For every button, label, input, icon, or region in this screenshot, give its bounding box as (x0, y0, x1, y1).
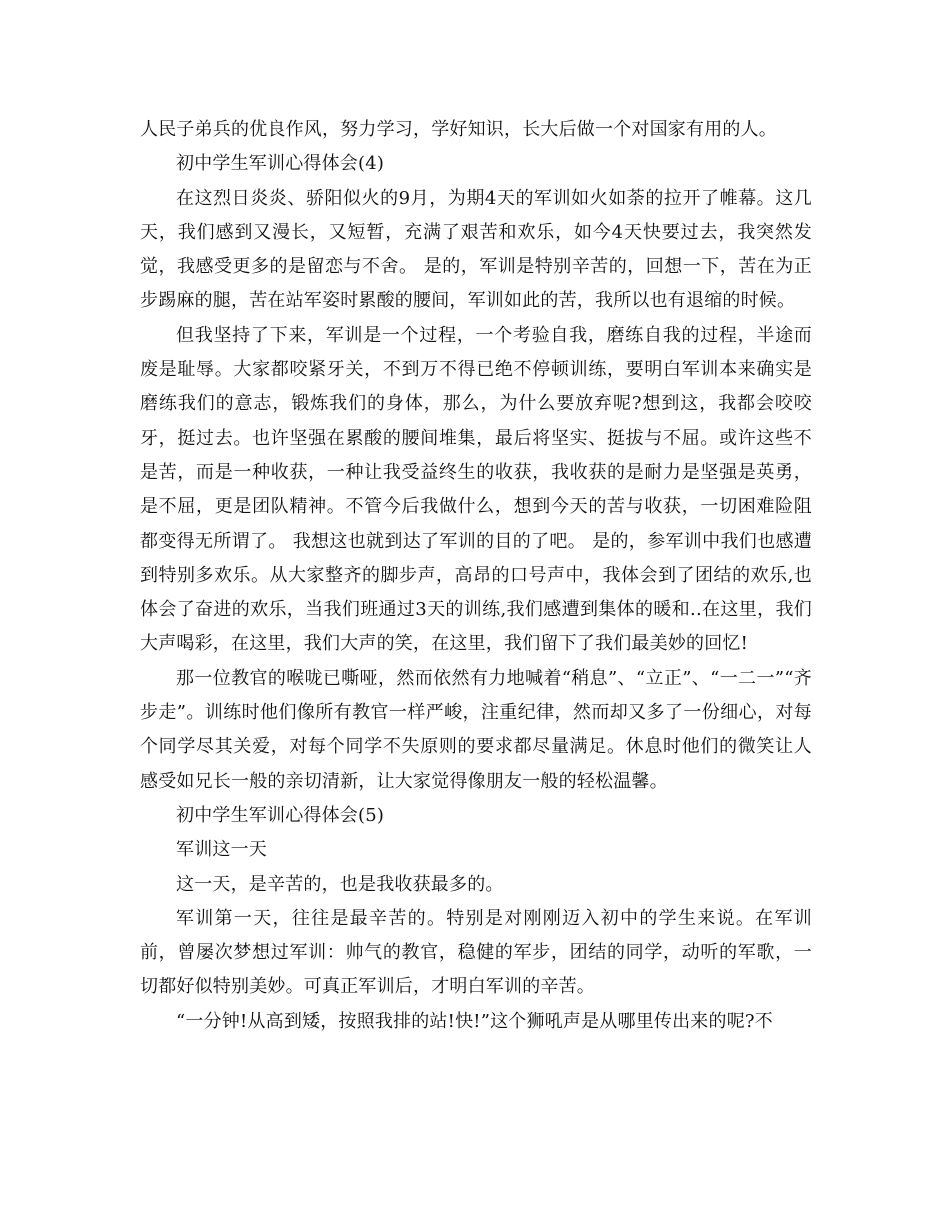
section-heading: 初中学生军训心得体会(5) (176, 804, 385, 826)
sub-heading: 军训这一天 (176, 839, 267, 861)
document-body (140, 113, 812, 1039)
paragraph: 这一天，是辛苦的，也是我收获最多的。 (176, 873, 504, 895)
paragraph: 人民子弟兵的优良作风，努力学习，学好知识，长大后做一个对国家有用的人。 (140, 119, 777, 140)
section-heading: 初中学生军训心得体会(4) (176, 153, 385, 175)
paragraph: 那一位教官的喉咙已嘶哑，然而依然有力地喊着“稍息”、“立正”、“一二一”“齐步走”。训练时他们像所有教官一样严峻，注重纪律，然而却又多了一份细心，对每个同学尽其关爱，对每个同学不失原则的要求都尽量满足。休息时他们的微笑让人感受如兄长一般的亲切清新，让大家觉得像朋友一般的轻松温馨。 (140, 667, 812, 792)
paragraph: 但我坚持了下来，军训是一个过程，一个考验自我，磨练自我的过程，半途而废是耻辱。大家都咬紧牙关，不到万不得已绝不停顿训练，要明白军训本来确实是磨练我们的意志，锻炼我们的身体，那么，为什么要放弃呢?想到这，我都会咬咬牙，挺过去。也许坚强在累酸的腰间堆集，最后将坚实、挺拔与不屈。或许这些不是苦，而是一种收获，一种让我受益终生的收获，我收获的是耐力是坚强是英勇，是不屈，更是团队精神。不管今后我做什么，想到今天的苦与收获，一切困难险阻都变得无所谓了。 我想这也就到达了军训的目的了吧。 是的，参军训中我们也感遭到特别多欢乐。从大家整齐的脚步声，高昂的口号声中，我体会到了团结的欢乐,也体会了奋进的欢乐，当我们班通过3天的训练,我们感遭到集体的暖和..在这里，我们大声喝彩，在这里，我们大声的笑，在这里，我们留下了我们最美妙的回忆! (140, 324, 812, 655)
paragraph: “一分钟!从高到矮，按照我排的站!快!”这个狮吼声是从哪里传出来的呢?不 (176, 1010, 773, 1032)
paragraph: 军训第一天，往往是最辛苦的。特别是对刚刚迈入初中的学生来说。在军训前，曾屡次梦想过军训：帅气的教官，稳健的军步，团结的同学，动听的军歌，一切都好似特别美妙。可真正军训后，才明白军训的辛苦。 (140, 907, 812, 998)
paragraph: 在这烈日炎炎、骄阳似火的9月，为期4天的军训如火如荼的拉开了帷幕。这几天，我们感到又漫长，又短暂，充满了艰苦和欢乐，如今4天快要过去，我突然发觉，我感受更多的是留恋与不舍。 是的，军训是特别辛苦的，回想一下，苦在为正步踢麻的腿，苦在站军姿时累酸的腰间，军训如此的苦，我所以也有退缩的时候。 (140, 187, 812, 312)
